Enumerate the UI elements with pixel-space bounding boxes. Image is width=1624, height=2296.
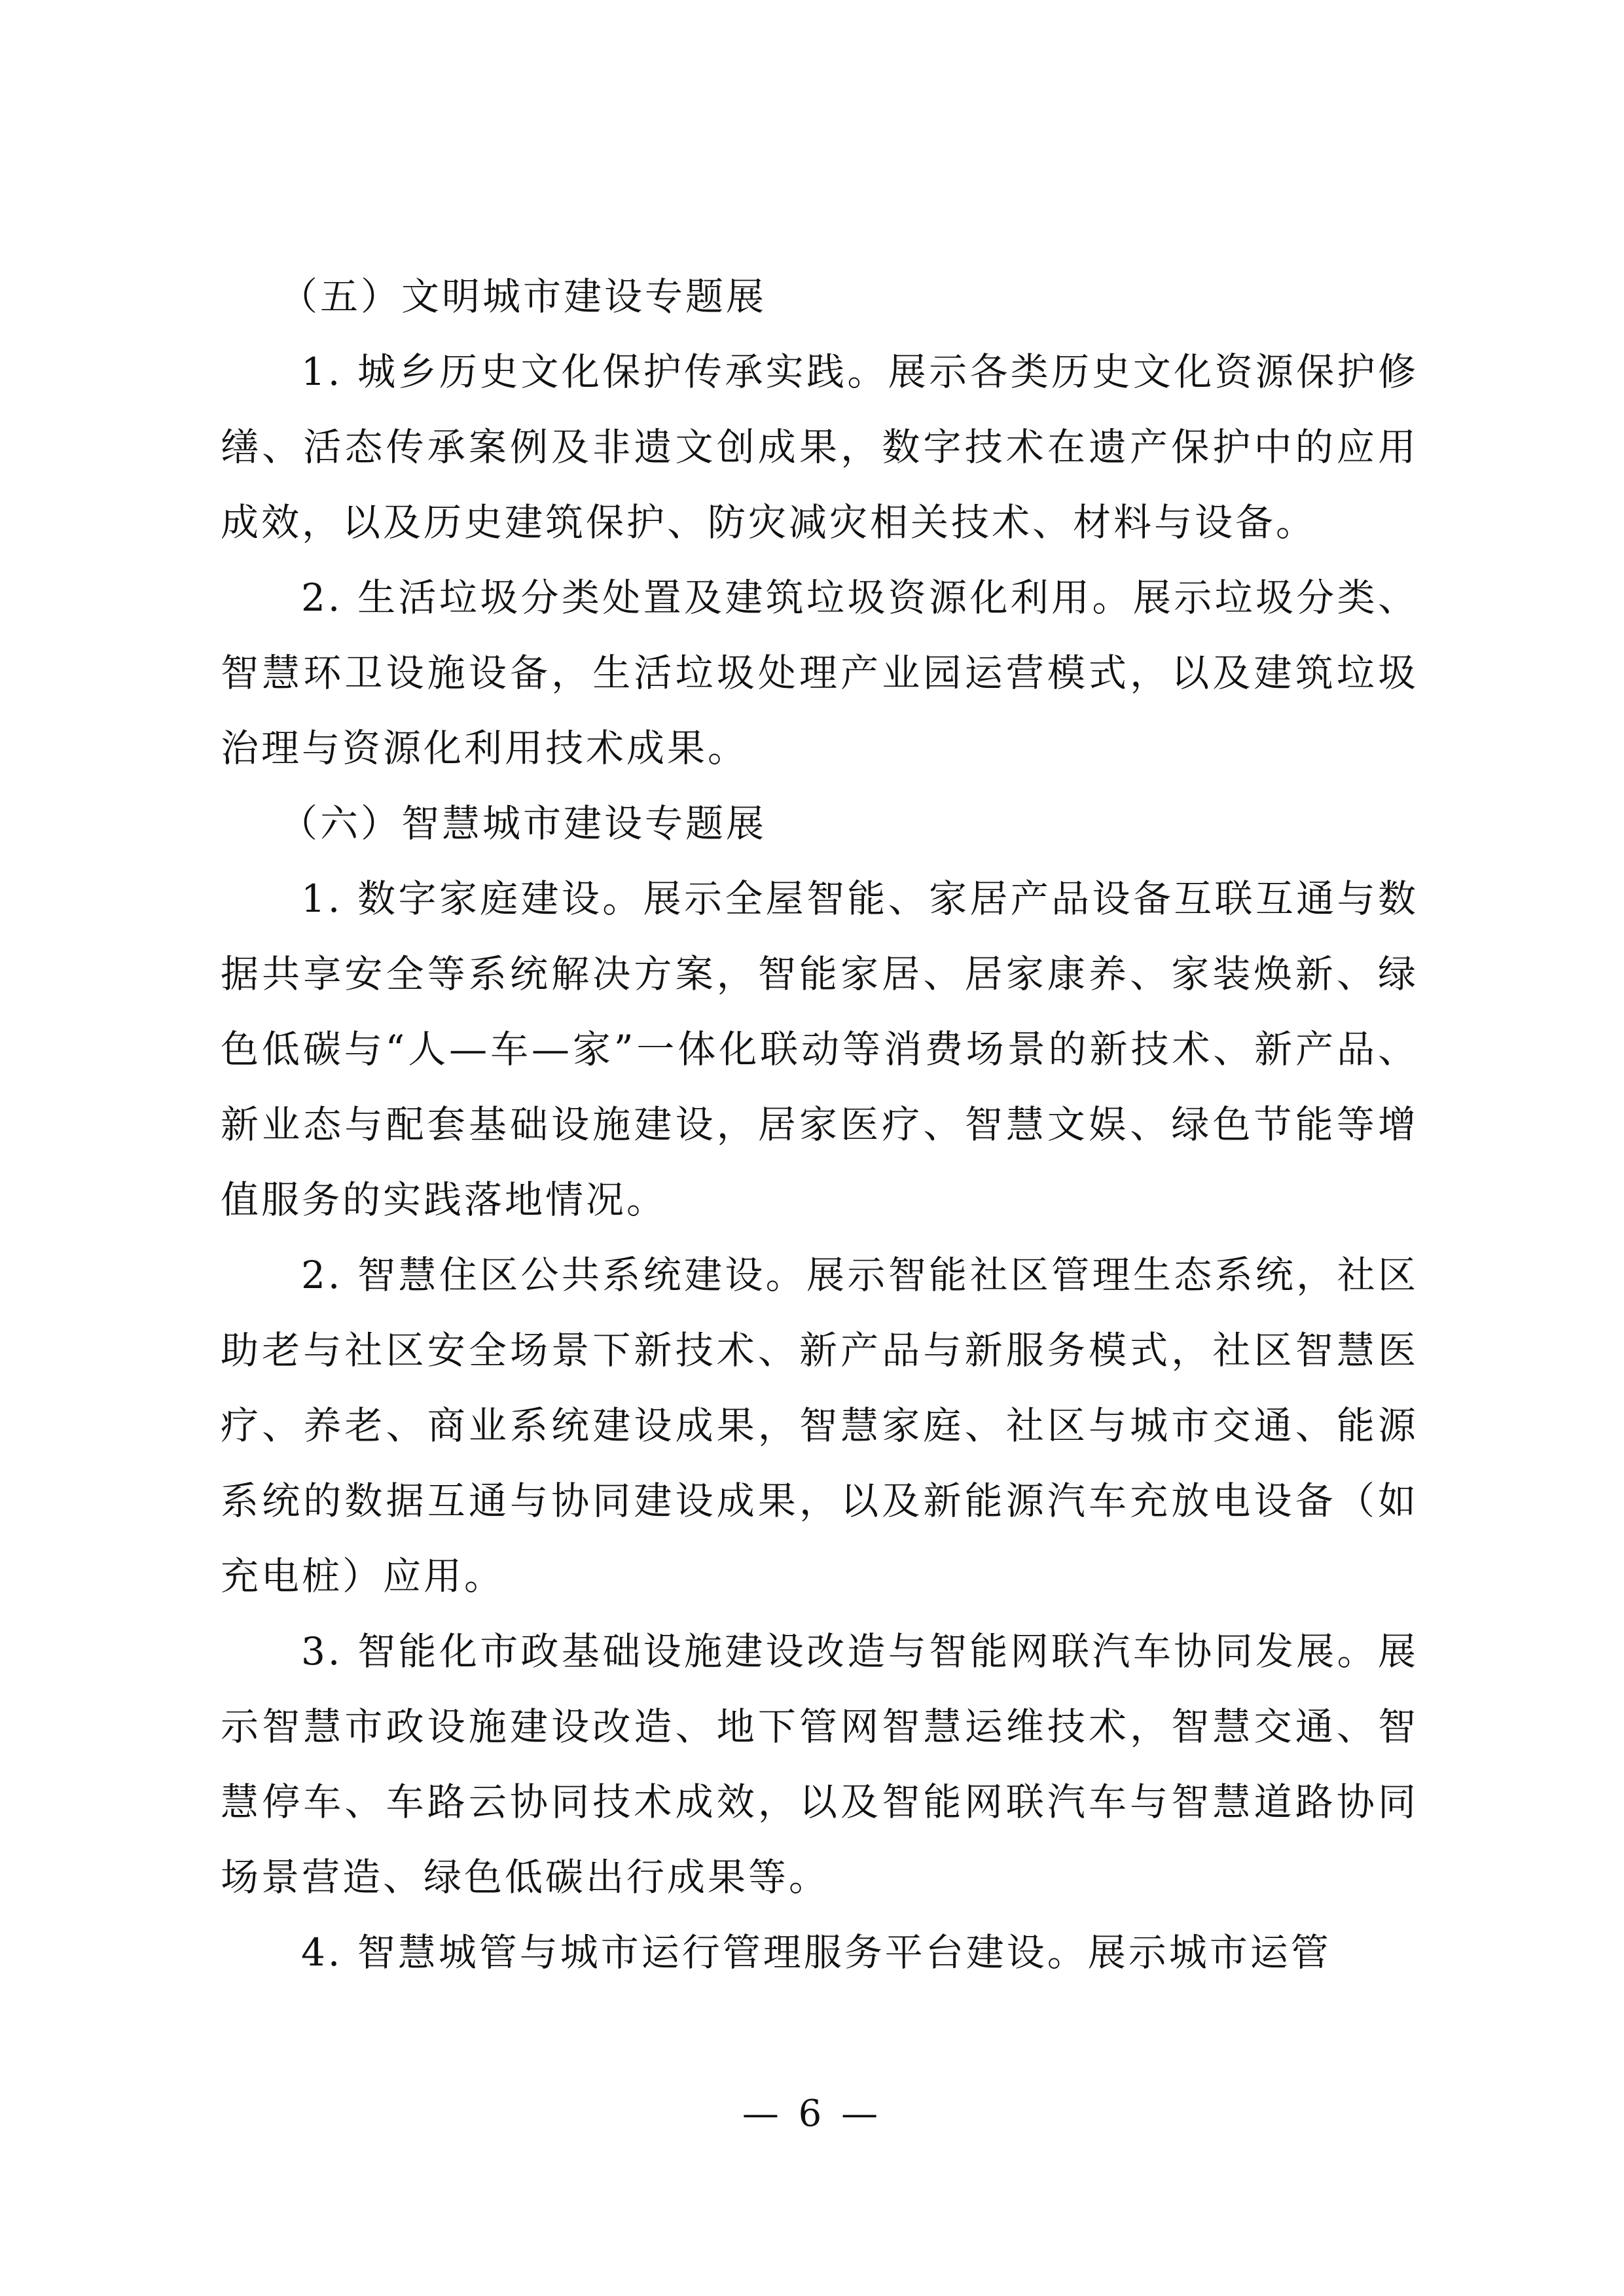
paragraph-6-2: 2. 智慧住区公共系统建设。展示智能社区管理生态系统，社区助老与社区安全场景下新技术、新产品与新服务模式，社区智慧医疗、养老、商业系统建设成果，智慧家庭、社区与城市交通、能源系统的数据互通与协同建设成果，以及新能源汽车充放电设备（如充电桩）应用。 (221, 1253, 1418, 1598)
section-heading-6: （六）智慧城市建设专题展 (280, 801, 767, 846)
page-body (221, 259, 1418, 1990)
paragraph-5-2: 2. 生活垃圾分类处置及建筑垃圾资源化利用。展示垃圾分类、智慧环卫设施设备，生活垃圾处理产业园运营模式，以及建筑垃圾治理与资源化利用技术成果。 (221, 575, 1418, 770)
section-heading-5: （五）文明城市建设专题展 (280, 274, 767, 319)
paragraph-6-4: 4. 智慧城管与城市运行管理服务平台建设。展示城市运管 (301, 1930, 1331, 1975)
paragraph-6-1: 1. 数字家庭建设。展示全屋智能、家居产品设备互联互通与数据共享安全等系统解决方案，智能家居、居家康养、家装焕新、绿色低碳与“人—车—家”一体化联动等消费场景的新技术、新产品、新业态与配套基础设施建设，居家医疗、智慧文娱、绿色节能等增值服务的实践落地情况。 (221, 876, 1418, 1222)
paragraph-6-3: 3. 智能化市政基础设施建设改造与智能网联汽车协同发展。展示智慧市政设施建设改造、地下管网智慧运维技术，智慧交通、智慧停车、车路云协同技术成效，以及智能网联汽车与智慧道路协同场景营造、绿色低碳出行成果等。 (221, 1629, 1418, 1899)
page-number: — 6 — (742, 2092, 882, 2135)
paragraph-5-1: 1. 城乡历史文化保护传承实践。展示各类历史文化资源保护修缮、活态传承案例及非遗文创成果，数字技术在遗产保护中的应用成效，以及历史建筑保护、防灾减灾相关技术、材料与设备。 (221, 350, 1418, 545)
